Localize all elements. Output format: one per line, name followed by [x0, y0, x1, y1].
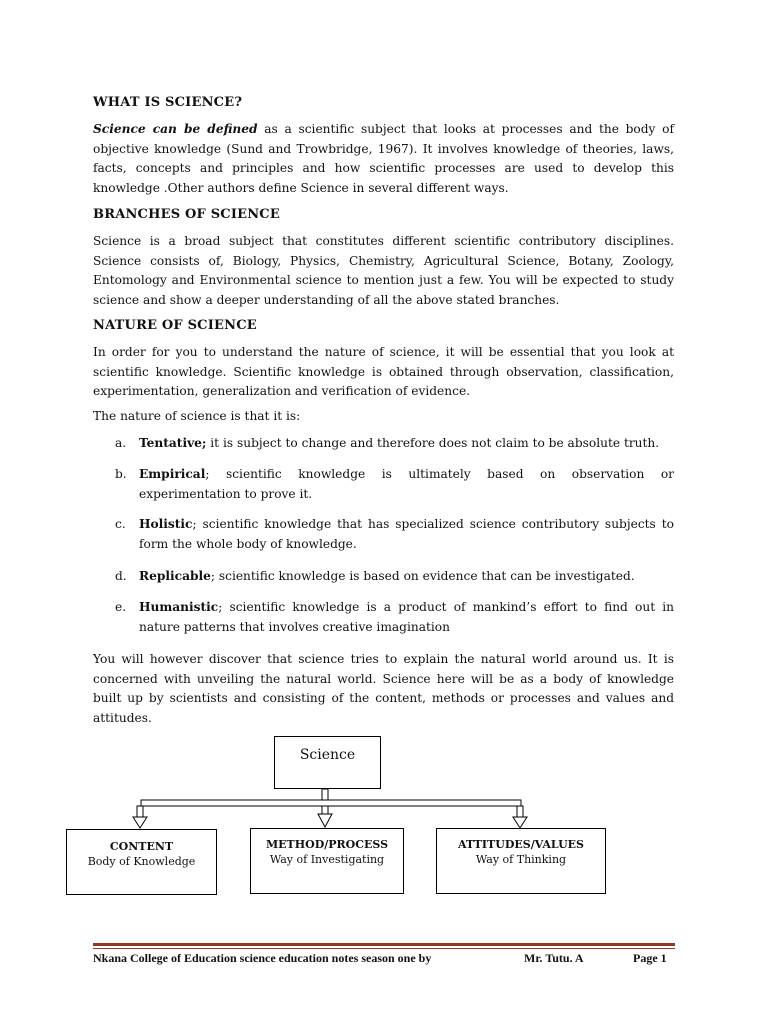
connector-branch-right: [517, 806, 523, 818]
footer-college-text: Nkana College of Education science education notes season one by: [93, 951, 432, 965]
paragraph-closing: You will however discover that science tries to explain the natural world around us. It is concerned with unveiling the natural world. Science here will be as a body of knowledge built up by scientists and consisting of the content, methods or processes and values and attitudes.: [93, 652, 674, 725]
diagram-node-title: METHOD/PROCESS: [265, 838, 389, 851]
list-desc: ; scientific knowledge that has specialized science contributory subjects to form the whole body of knowledge.: [139, 517, 674, 551]
definition-text: as a scientific subject that looks at processes and the body of objective knowledge (Sund and Trowbridge, 1967). It involves knowledge of theories, laws, facts, concepts and principles and how scientific processes are used to develop this knowledge .Other authors define Science in several different ways.: [93, 122, 674, 195]
arrow-down-icon: [513, 817, 527, 828]
list-marker: d.: [115, 569, 127, 583]
heading-what-is-science: WHAT IS SCIENCE?: [93, 95, 243, 110]
diagram-node-attitudes: [436, 828, 606, 894]
list-desc: ; scientific knowledge is based on evidence that can be investigated.: [210, 569, 635, 583]
arrow-down-icon: [318, 814, 332, 827]
diagram-node-title: ATTITUDES/VALUES: [458, 838, 584, 851]
diagram-node-title: CONTENT: [109, 840, 174, 853]
heading-branches-of-science: BRANCHES OF SCIENCE: [93, 207, 280, 222]
paragraph-branches: Science is a broad subject that constitutes different scientific contributory disciplines. Science consists of, Biology, Physics, Chemistry, Agricultural Science, Botany, Zoology, Entomology and Environmental science to mention just a few. You will be expected to study science and show a deeper understanding of all the above stated branches.: [93, 234, 674, 307]
list-term: Holistic: [139, 517, 193, 531]
footer-rule-thin: [93, 948, 675, 949]
list-desc: it is subject to change and therefore does not claim to be absolute truth.: [206, 436, 660, 450]
diagram-node-subtitle: Way of Investigating: [269, 853, 385, 866]
definition-emphasis: Science can be defined: [93, 122, 258, 136]
list-desc: ; scientific knowledge is ultimately based on observation or experimentation to prove it.: [139, 467, 674, 501]
footer-rule-thick: [93, 943, 675, 946]
list-marker: e.: [115, 600, 127, 614]
diagram-root-label: Science: [299, 747, 356, 763]
list-marker: b.: [115, 467, 127, 481]
list-marker: c.: [115, 517, 126, 531]
diagram-node-subtitle: Way of Thinking: [475, 853, 567, 866]
diagram-root-science: [274, 736, 381, 789]
list-desc: ; scientific knowledge is a product of mankind’s effort to find out in nature patterns that involves creative imagination: [139, 600, 674, 634]
nature-list-lead: The nature of science is that it is:: [93, 409, 301, 423]
list-term: Empirical: [139, 467, 206, 481]
paragraph-nature: In order for you to understand the nature of science, it will be essential that you look at scientific knowledge. Scientific knowledge is obtained through observation, classification, experimentation, generalization and verification of evidence.: [93, 345, 674, 398]
diagram-node-method: [250, 828, 404, 894]
connector-branch-left: [137, 806, 143, 818]
arrow-down-icon: [133, 817, 147, 828]
list-term: Replicable: [139, 569, 211, 583]
diagram-node-subtitle: Body of Knowledge: [87, 855, 196, 868]
footer-author: Mr. Tutu. A: [524, 951, 584, 965]
list-term: Tentative;: [139, 436, 207, 450]
connector-bar: [141, 800, 521, 806]
list-marker: a.: [115, 436, 127, 450]
footer-page-number: Page 1: [633, 951, 667, 965]
diagram-node-content: [66, 829, 217, 895]
list-term: Humanistic: [139, 600, 219, 614]
heading-nature-of-science: NATURE OF SCIENCE: [93, 318, 257, 333]
